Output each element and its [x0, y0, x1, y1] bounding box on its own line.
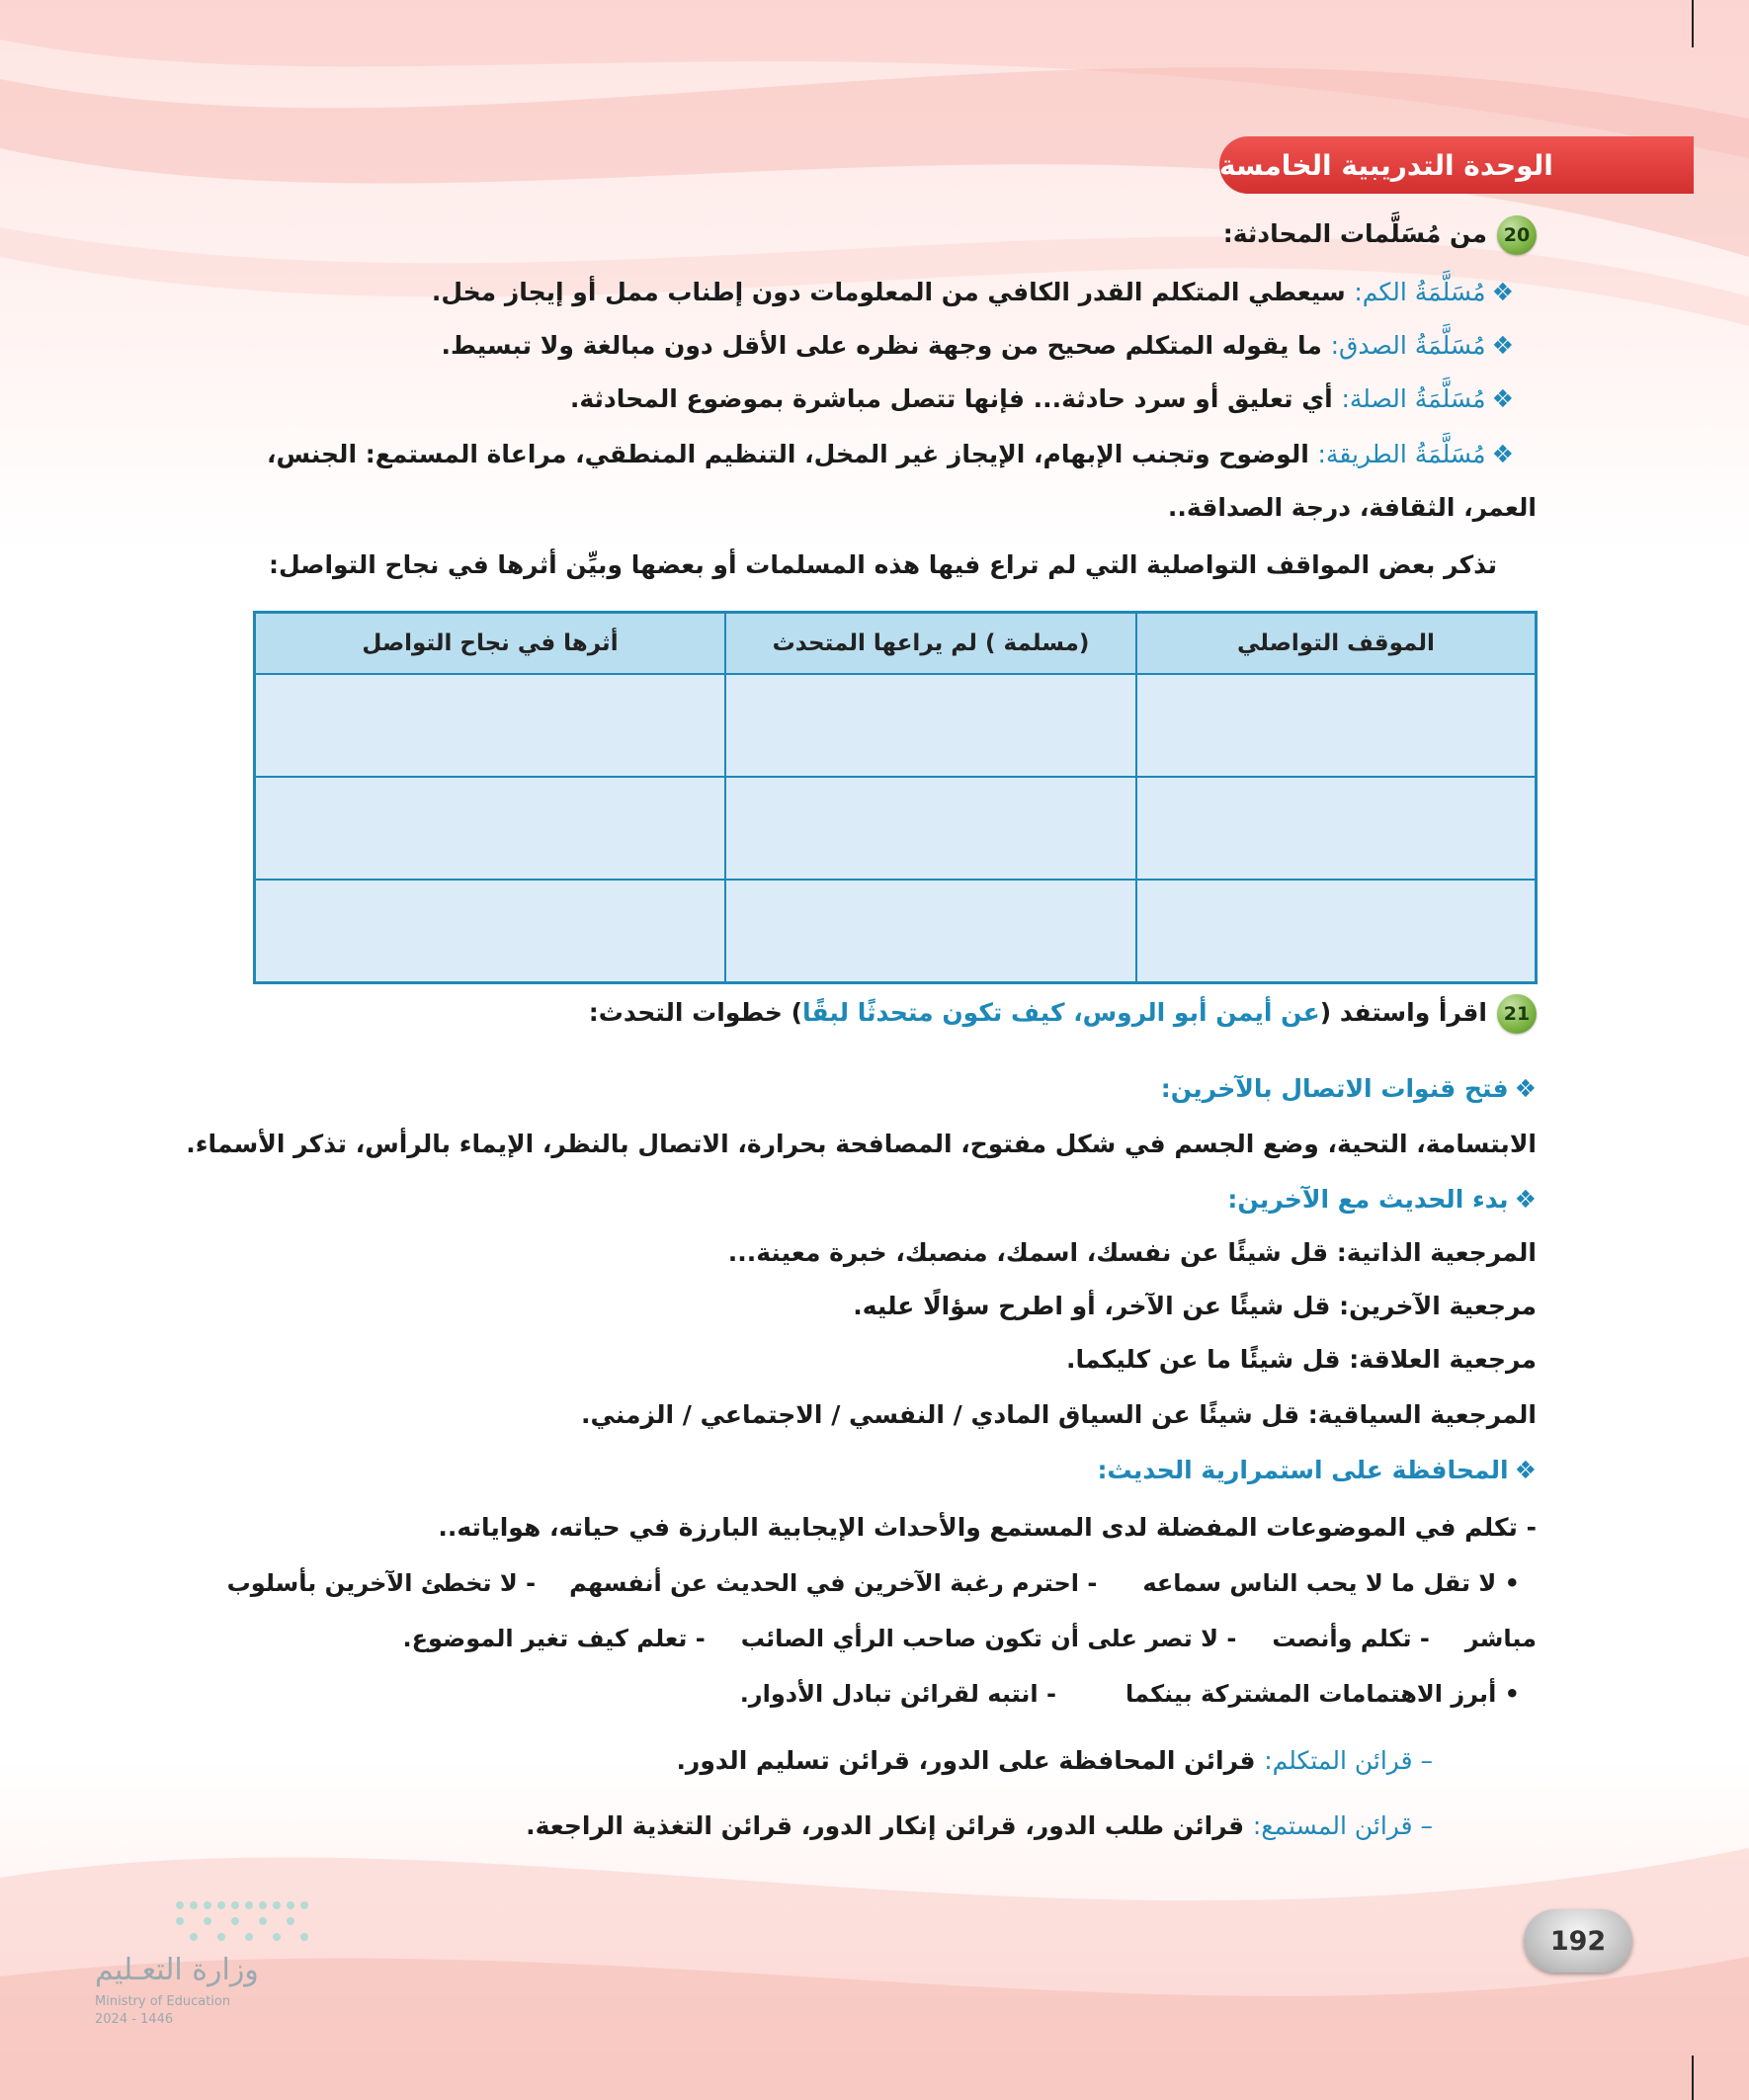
answer-cell[interactable] [725, 880, 1136, 983]
paragraph: الابتسامة، التحية، وضع الجسم في شكل مفتوح، المصافحة بحرارة، الاتصال بالنظر، الإيماء بالرأس، تذكر الأسماء. [186, 1130, 1537, 1158]
table-row [255, 880, 1537, 983]
ministry-logo [95, 1895, 332, 2034]
section-heading: ❖فتح قنوات الاتصال بالآخرين: [1160, 1074, 1537, 1103]
q20-item: ❖مُسَلَّمَةُ الصدق: ما يقوله المتكلم صحيح من وجهة نظره على الأقل دون مبالغة ولا تبسيط. [441, 331, 1514, 360]
table-header: الموقف التواصلي [1136, 613, 1537, 675]
listener-cues: – قرائن المستمع: قرائن طلب الدور، قرائن إنكار الدور، قرائن التغذية الراجعة. [526, 1811, 1433, 1840]
answer-cell[interactable] [1136, 777, 1537, 880]
diamond-bullet-icon: ❖ [1491, 440, 1514, 468]
q20-item: ❖مُسَلَّمَةُ الصلة: أي تعليق أو سرد حادثة... فإنها تتصل مباشرة بموضوع المحادثة. [569, 384, 1514, 413]
table-header: أثرها في نجاح التواصل [255, 613, 726, 675]
table-row [255, 674, 1537, 777]
answer-cell[interactable] [255, 880, 726, 983]
diamond-bullet-icon: ❖ [1491, 384, 1514, 413]
table-header: (مسلمة ) لم يراعها المتحدث [725, 613, 1136, 675]
table-row [255, 777, 1537, 880]
section-heading: ❖بدء الحديث مع الآخرين: [1227, 1185, 1537, 1214]
paragraph: المرجعية السياقية: قل شيئًا عن السياق المادي / النفسي / الاجتماعي / الزمني. [581, 1400, 1537, 1429]
speaker-cues: – قرائن المتكلم: قرائن المحافظة على الدور، قرائن تسليم الدور. [676, 1746, 1433, 1775]
tips-row: • لا تقل ما لا يحب الناس سماعه- احترم رغبة الآخرين في الحديث عن أنفسهم- لا تخطئ الآخرين بأسلوب [226, 1569, 1520, 1597]
question-number-badge: 20 [1497, 215, 1537, 255]
unit-title-banner [1219, 136, 1694, 194]
table-header-row [255, 613, 1537, 675]
dot-bullet-icon: • [1496, 1680, 1520, 1708]
paragraph: - تكلم في الموضوعات المفضلة لدى المستمع والأحداث الإيجابية البارزة في حياته، هواياته.. [438, 1513, 1537, 1542]
diamond-bullet-icon: ❖ [1514, 1456, 1537, 1484]
q20-instruction: تذكر بعض المواقف التواصلية التي لم تراع فيها هذه المسلمات أو بعضها وبيِّن أثرها في نجاح التواصل: [268, 550, 1497, 579]
crop-mark [1692, 2056, 1694, 2100]
ministry-english: Ministry of Education [95, 1994, 231, 2009]
q20-heading: 20من مُسَلَّمات المحادثة: [1223, 215, 1537, 255]
paragraph: المرجعية الذاتية: قل شيئًا عن نفسك، اسمك، منصبك، خبرة معينة... [727, 1238, 1537, 1267]
q20-item: ❖مُسَلَّمَةُ الطريقة: الوضوح وتجنب الإبهام، الإيجاز غير المخل، التنظيم المنطقي، مراعاة المستمع: الجنس، [267, 440, 1514, 468]
paragraph: مرجعية الآخرين: قل شيئًا عن الآخر، أو اطرح سؤالًا عليه. [853, 1292, 1537, 1320]
question-number-badge: 21 [1497, 994, 1537, 1034]
diamond-bullet-icon: ❖ [1491, 278, 1514, 306]
answer-cell[interactable] [725, 777, 1136, 880]
paragraph: مرجعية العلاقة: قل شيئًا ما عن كليكما. [1066, 1345, 1537, 1374]
page-number: 192 [1524, 1909, 1632, 1973]
q20-continuation: العمر، الثقافة، درجة الصداقة.. [1167, 493, 1537, 522]
ministry-dots-icon [170, 1895, 318, 1951]
q21-heading: 21اقرأ واستفد (عن أيمن أبو الروس، كيف تكون متحدثًا لبقًا) خطوات التحدث: [589, 994, 1537, 1034]
section-heading: ❖المحافظة على استمرارية الحديث: [1097, 1456, 1537, 1484]
answer-cell[interactable] [1136, 880, 1537, 983]
unit-title: الوحدة التدريبية الخامسة [1219, 148, 1553, 182]
tips-row: • أبرز الاهتمامات المشتركة بينكما- انتبه لقرائن تبادل الأدوار. [739, 1680, 1520, 1708]
crop-mark [1692, 0, 1694, 47]
diamond-bullet-icon: ❖ [1514, 1185, 1537, 1214]
ministry-arabic: وزارة التعـليم [95, 1953, 259, 1987]
diamond-bullet-icon: ❖ [1491, 331, 1514, 360]
ministry-year: 2024 - 1446 [95, 2012, 174, 2027]
q20-item: ❖مُسَلَّمَةُ الكم: سيعطي المتكلم القدر الكافي من المعلومات دون إطناب ممل أو إيجاز مخل. [431, 278, 1514, 306]
answer-cell[interactable] [255, 777, 726, 880]
response-table [253, 611, 1538, 984]
answer-cell[interactable] [725, 674, 1136, 777]
diamond-bullet-icon: ❖ [1514, 1074, 1537, 1103]
dot-bullet-icon: • [1496, 1569, 1520, 1597]
answer-cell[interactable] [255, 674, 726, 777]
answer-cell[interactable] [1136, 674, 1537, 777]
tips-row: مباشر- تكلم وأنصت- لا تصر على أن تكون صاحب الرأي الصائب- تعلم كيف تغير الموضوع. [402, 1625, 1537, 1652]
